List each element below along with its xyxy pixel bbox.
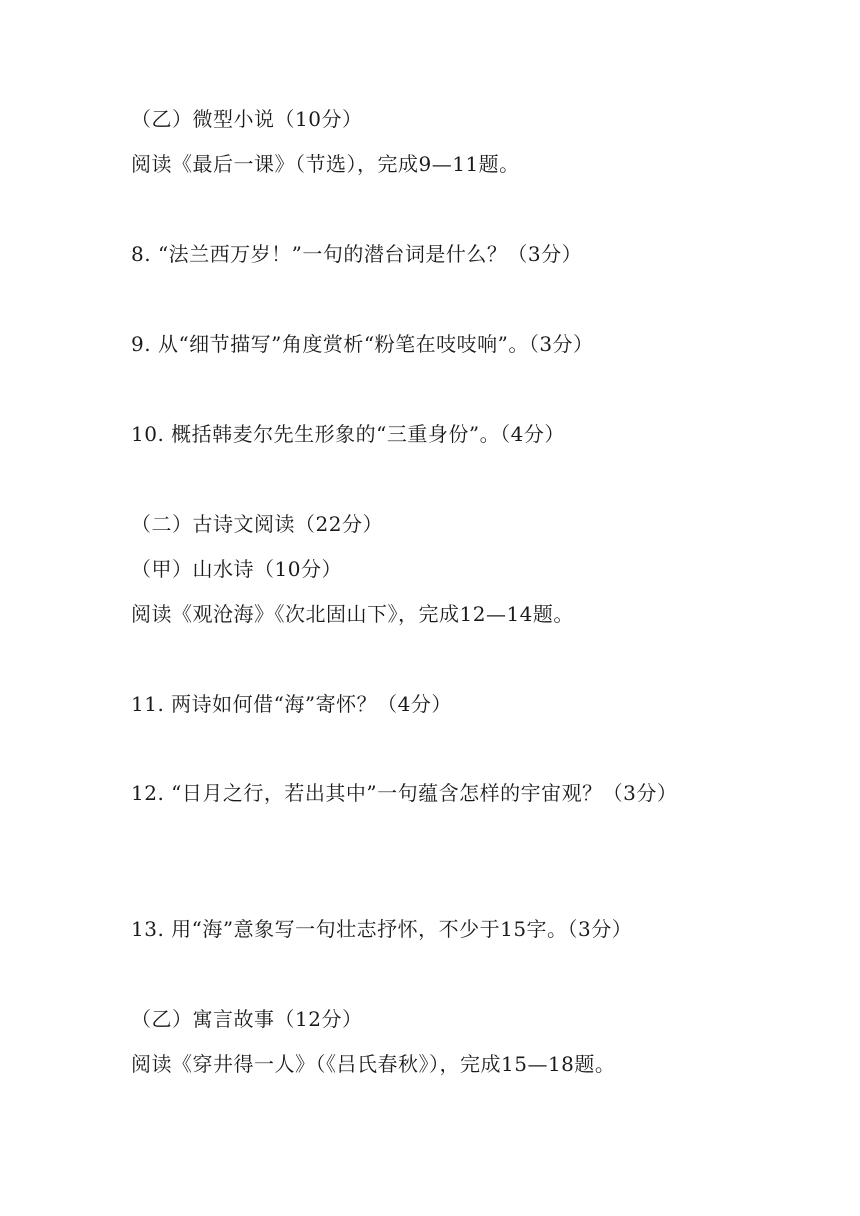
question-8: 8. “法兰西万岁！”一句的潜台词是什么？（3分） xyxy=(131,242,583,266)
subsection-heading-fable: （乙）寓言故事（12分） xyxy=(131,1007,363,1031)
question-9: 9. 从“细节描写”角度赏析“粉笔在吱吱响”。（3分） xyxy=(131,332,594,356)
subsection-heading-landscape-poems: （甲）山水诗（10分） xyxy=(131,557,342,581)
section-heading-micro-fiction: （乙）微型小说（10分） xyxy=(131,107,363,131)
question-11: 11. 两诗如何借“海”寄怀？（4分） xyxy=(131,692,452,716)
question-13: 13. 用“海”意象写一句壮志抒怀，不少于15字。（3分） xyxy=(131,917,633,941)
reading-instruction-poems: 阅读《观沧海》《次北固山下》，完成12—14题。 xyxy=(131,602,574,626)
section-heading-classical-reading: （二）古诗文阅读（22分） xyxy=(131,512,383,536)
reading-instruction-last-lesson: 阅读《最后一课》（节选），完成9—11题。 xyxy=(131,152,520,176)
question-10: 10. 概括韩麦尔先生形象的“三重身份”。（4分） xyxy=(131,422,565,446)
question-12: 12. “日月之行，若出其中”一句蕴含怎样的宇宙观？（3分） xyxy=(131,781,678,805)
reading-instruction-fable: 阅读《穿井得一人》（《吕氏春秋》），完成15—18题。 xyxy=(131,1052,616,1076)
